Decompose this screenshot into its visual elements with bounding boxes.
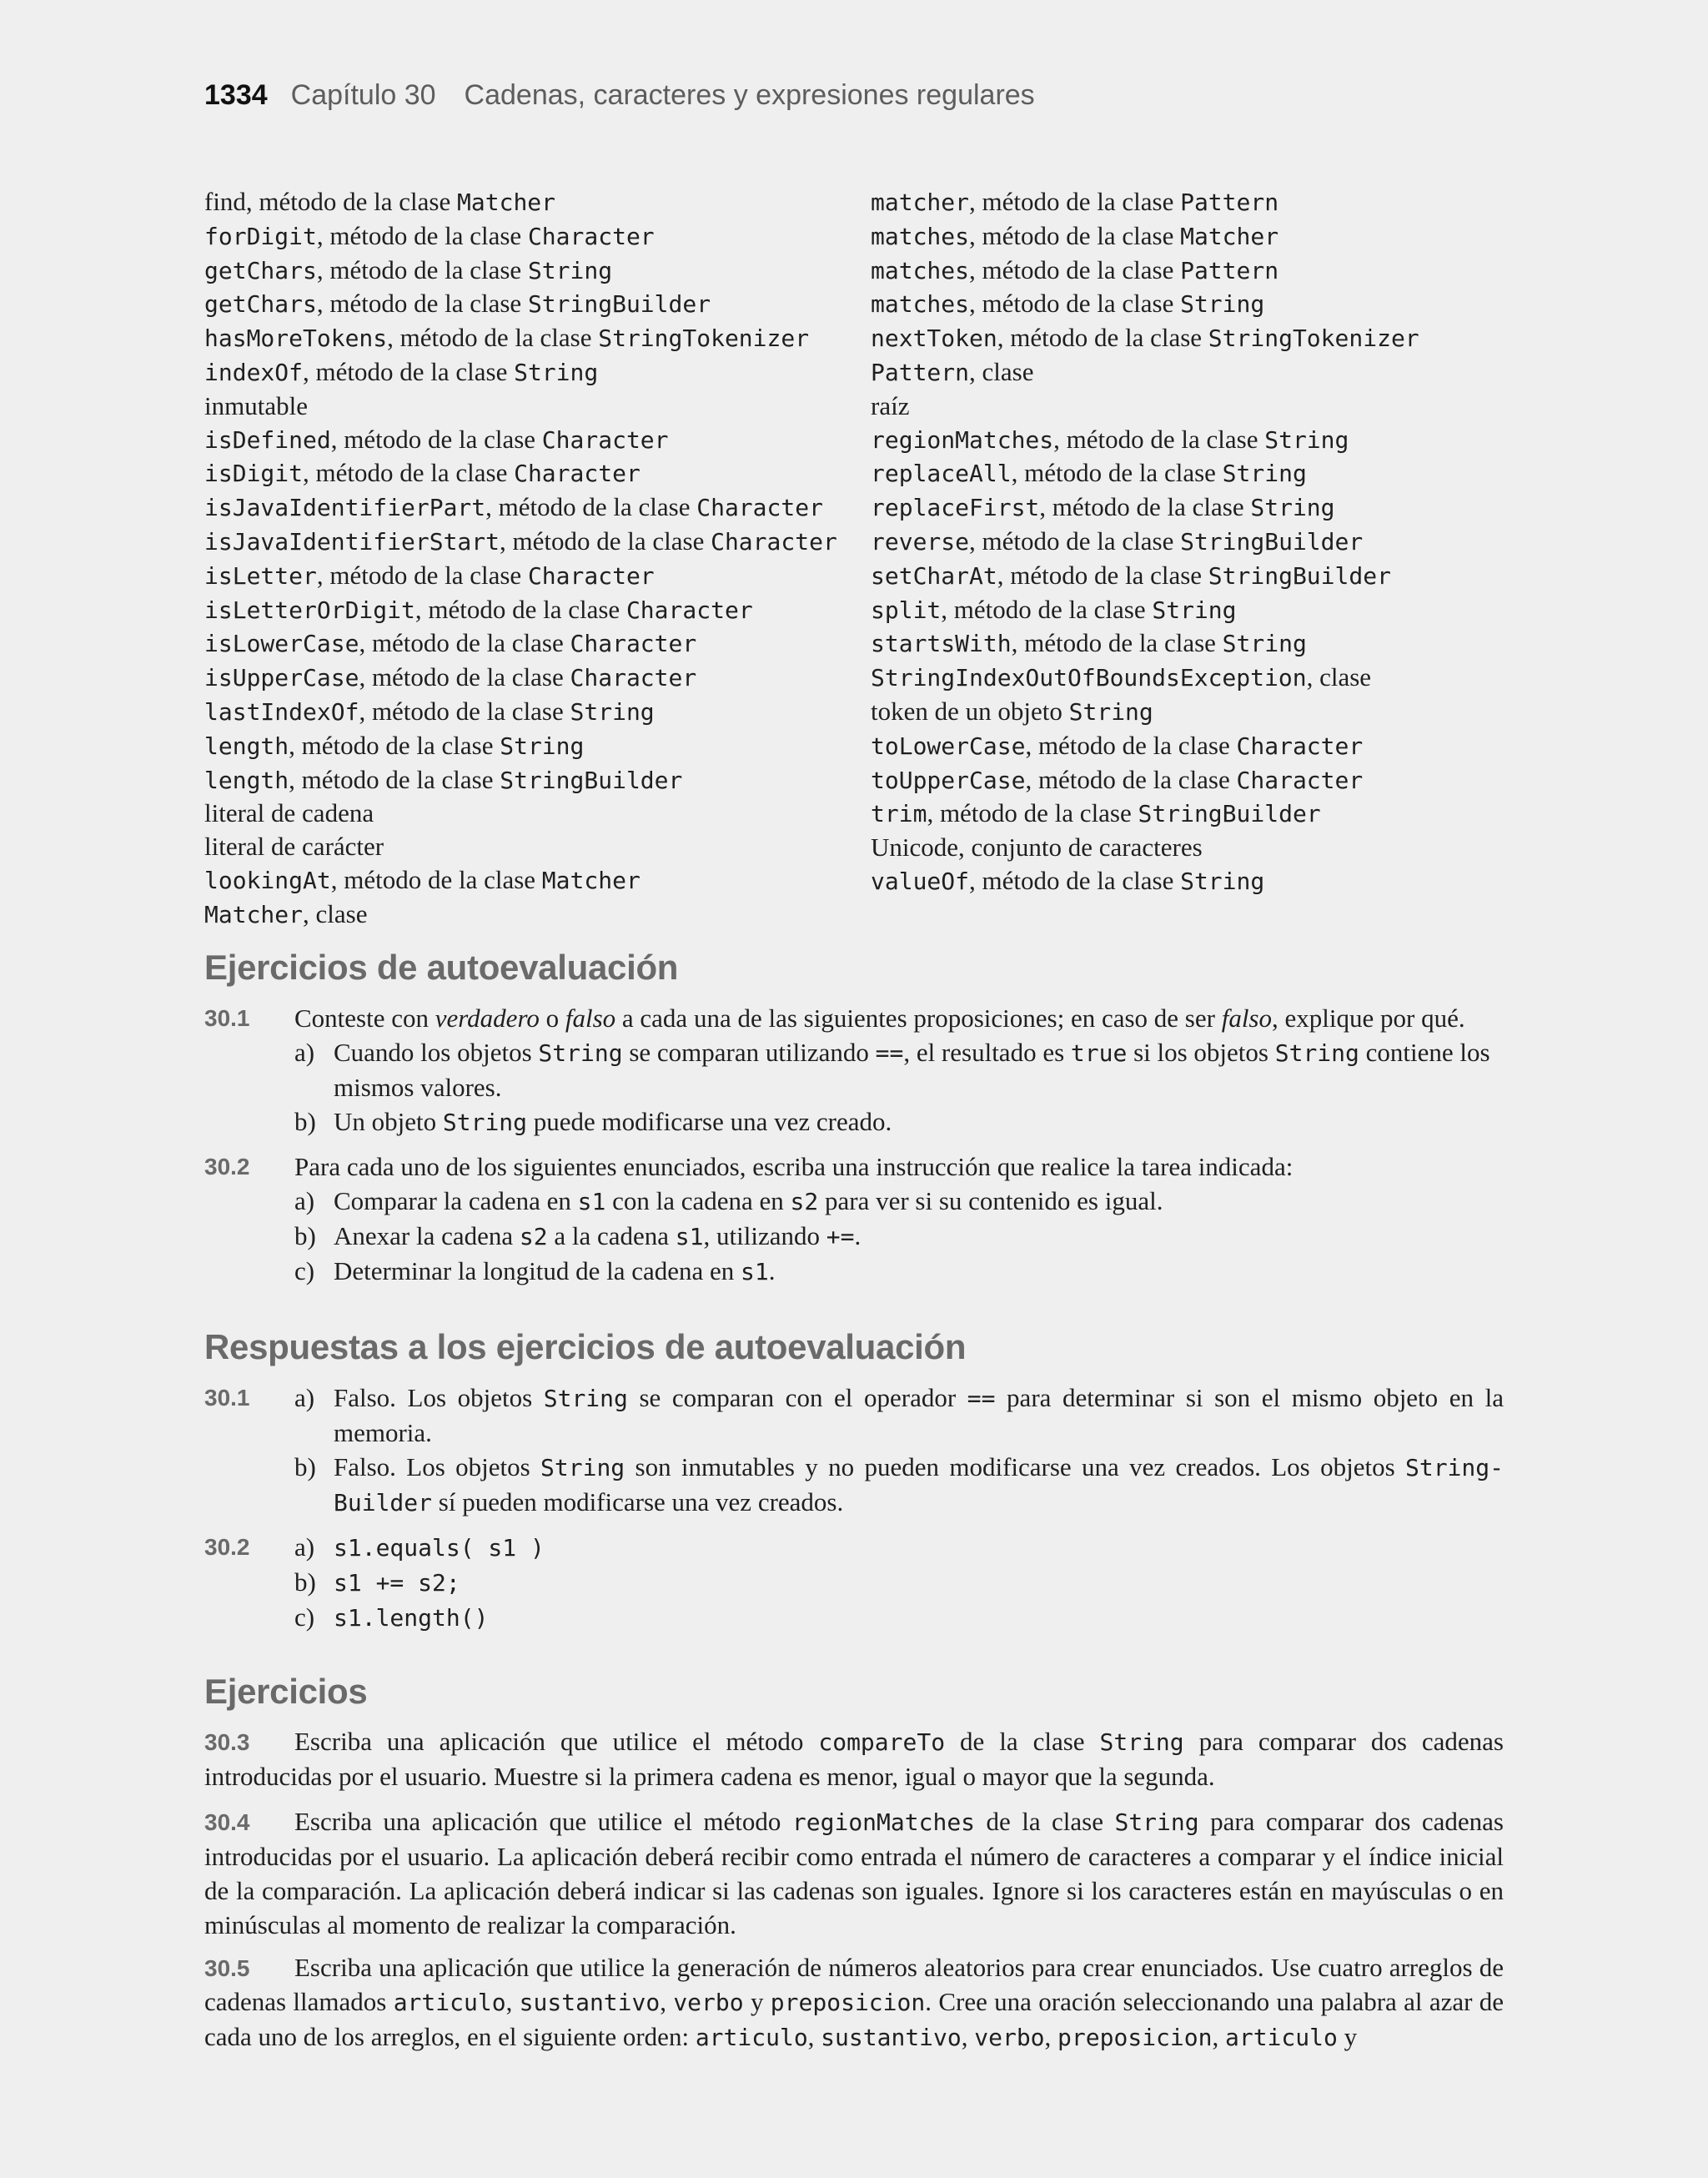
exercise-text: Escriba una aplicación que utilice el método regionMatches de la clase String para comparar dos cadenas introducidas por el usuario. La aplicación deberá recibir como entrada el número de caracteres a comparar y el índice inicial de la comparación. La aplicación deberá indicar si las cadenas son iguales. Ignore si los caracteres están en mayúsculas o en minúsculas al momento de realizar la comparación. (204, 1807, 1504, 1939)
key-term: trim, método de la clase StringBuilder (871, 798, 1321, 828)
self-review-question-30-2 (204, 1149, 1504, 1289)
answer-30-1 (204, 1381, 1504, 1520)
key-term: isJavaIdentifierPart, método de la clase Character (204, 492, 823, 522)
key-term: getChars, método de la clase String (204, 254, 613, 284)
key-term: StringIndexOutOfBoundsException, clase (871, 662, 1372, 692)
key-term: matches, método de la clase Matcher (871, 220, 1279, 250)
key-term: isLetter, método de la clase Character (204, 560, 655, 590)
key-term: isDefined, método de la clase Character (204, 424, 669, 454)
key-terms-left-column (204, 185, 837, 932)
chapter-label: Capítulo 30 (290, 79, 436, 111)
answer-number: 30.2 (204, 1534, 250, 1560)
key-term: length, método de la clase StringBuilder (204, 764, 683, 794)
exercise-number: 30.3 (204, 1729, 250, 1755)
key-term: literal de cadena (204, 798, 374, 828)
key-term: isJavaIdentifierStart, método de la clase Character (204, 526, 837, 556)
key-term: isUpperCase, método de la clase Character (204, 662, 697, 692)
key-term: inmutable (204, 390, 308, 420)
key-term: valueOf, método de la clase String (871, 865, 1265, 895)
key-term: nextToken, método de la clase StringTokenizer (871, 323, 1419, 353)
exercise-text: Escriba una aplicación que utilice la generación de números aleatorios para crear enunciados. Use cuatro arreglos de cadenas llamados articulo, sustantivo, verbo y preposicion. Cree una oración seleccionando una palabra al azar de cada uno de los arreglos, en el siguiente orden: articulo, sustantivo, verbo, preposicion, articulo y (204, 1953, 1505, 2051)
answer-item-a: a) Falso. Los objetos String se comparan con el operador == para determinar si son el mismo objeto en la memoria. (294, 1383, 1504, 1447)
key-term: isDigit, método de la clase Character (204, 458, 640, 488)
section-heading-self-review: Ejercicios de autoevaluación (204, 948, 679, 987)
key-term: isLetterOrDigit, método de la clase Character (204, 594, 753, 624)
question-stem: Para cada uno de los siguientes enunciados, escriba una instrucción que realice la tarea indicada: (294, 1152, 1294, 1181)
key-term: replaceFirst, método de la clase String (871, 492, 1335, 522)
exercise-30-3 (204, 1724, 1504, 1793)
key-term: reverse, método de la clase StringBuilder (871, 526, 1364, 556)
key-term: matcher, método de la clase Pattern (871, 187, 1279, 216)
key-term: startsWith, método de la clase String (871, 628, 1307, 658)
self-review-question-30-1 (204, 1001, 1504, 1139)
answer-item-a: a) s1.equals( s1 ) (294, 1532, 545, 1562)
key-term: toUpperCase, método de la clase Character (871, 764, 1364, 794)
sub-item-c: c) Determinar la longitud de la cadena en s1. (294, 1256, 776, 1285)
key-term: isLowerCase, método de la clase Character (204, 628, 697, 658)
chapter-title: Cadenas, caracteres y expresiones regulares (464, 79, 1035, 111)
exercise-text: Escriba una aplicación que utilice el método compareTo de la clase String para comparar dos cadenas introducidas por el usuario. Muestre si la primera cadena es menor, igual o mayor que la segunda. (204, 1727, 1504, 1791)
key-term: Unicode, conjunto de caracteres (871, 832, 1203, 863)
exercise-number: 30.5 (204, 1955, 250, 1981)
key-term: Matcher, clase (204, 898, 368, 928)
key-term: raíz (871, 390, 910, 420)
page-number: 1334 (204, 79, 268, 111)
key-term: matches, método de la clase String (871, 289, 1265, 319)
key-term: split, método de la clase String (871, 594, 1237, 624)
question-stem: Conteste con verdadero o falso a cada una de las siguientes proposiciones; en caso de ser falso, explique por qué. (294, 1003, 1465, 1033)
section-heading-answers: Respuestas a los ejercicios de autoevaluación (204, 1327, 967, 1366)
key-term: literal de carácter (204, 832, 384, 862)
key-term: token de un objeto String (871, 696, 1153, 726)
sub-item-b: b) Un objeto String puede modificarse una vez creado. (294, 1107, 892, 1136)
key-term: indexOf, método de la clase String (204, 356, 599, 386)
sub-item-a: a) Comparar la cadena en s1 con la cadena en s2 para ver si su contenido es igual. (294, 1186, 1163, 1215)
key-term: hasMoreTokens, método de la clase StringTokenizer (204, 323, 810, 353)
key-term: toLowerCase, método de la clase Character (871, 730, 1364, 760)
exercise-30-4 (204, 1804, 1504, 1942)
answer-number: 30.1 (204, 1385, 250, 1411)
answer-30-2 (204, 1530, 1504, 1635)
key-term: forDigit, método de la clase Character (204, 220, 655, 250)
key-term: replaceAll, método de la clase String (871, 458, 1307, 488)
answer-item-b: b) Falso. Los objetos String son inmutables y no pueden modificarse una vez creados. Los objetos String-Builder sí pueden modificarse una vez creados. (294, 1452, 1504, 1517)
sub-item-b: b) Anexar la cadena s2 a la cadena s1, utilizando +=. (294, 1221, 862, 1250)
section-heading-exercises: Ejercicios (204, 1672, 368, 1711)
answer-item-c: c) s1.length() (294, 1602, 489, 1632)
sub-item-a: a) Cuando los objetos String se comparan utilizando ==, el resultado es true si los objetos String contiene los mismos valores. (294, 1038, 1490, 1102)
key-term: lookingAt, método de la clase Matcher (204, 864, 640, 894)
key-terms-right-column (871, 185, 1419, 898)
key-term: regionMatches, método de la clase String (871, 424, 1349, 454)
answer-item-b: b) s1 += s2; (294, 1567, 460, 1597)
exercise-number: 30.4 (204, 1809, 250, 1835)
key-term: lastIndexOf, método de la clase String (204, 696, 655, 726)
running-header (204, 79, 1035, 112)
key-term: Pattern, clase (871, 356, 1034, 386)
question-number: 30.1 (204, 1005, 250, 1031)
key-term: setCharAt, método de la clase StringBuilder (871, 560, 1391, 590)
key-term: getChars, método de la clase StringBuilder (204, 289, 711, 319)
key-term: length, método de la clase String (204, 730, 585, 760)
key-term: find, método de la clase Matcher (204, 187, 556, 216)
key-term: matches, método de la clase Pattern (871, 254, 1279, 284)
exercise-30-5 (204, 1950, 1504, 2055)
question-number: 30.2 (204, 1154, 250, 1180)
